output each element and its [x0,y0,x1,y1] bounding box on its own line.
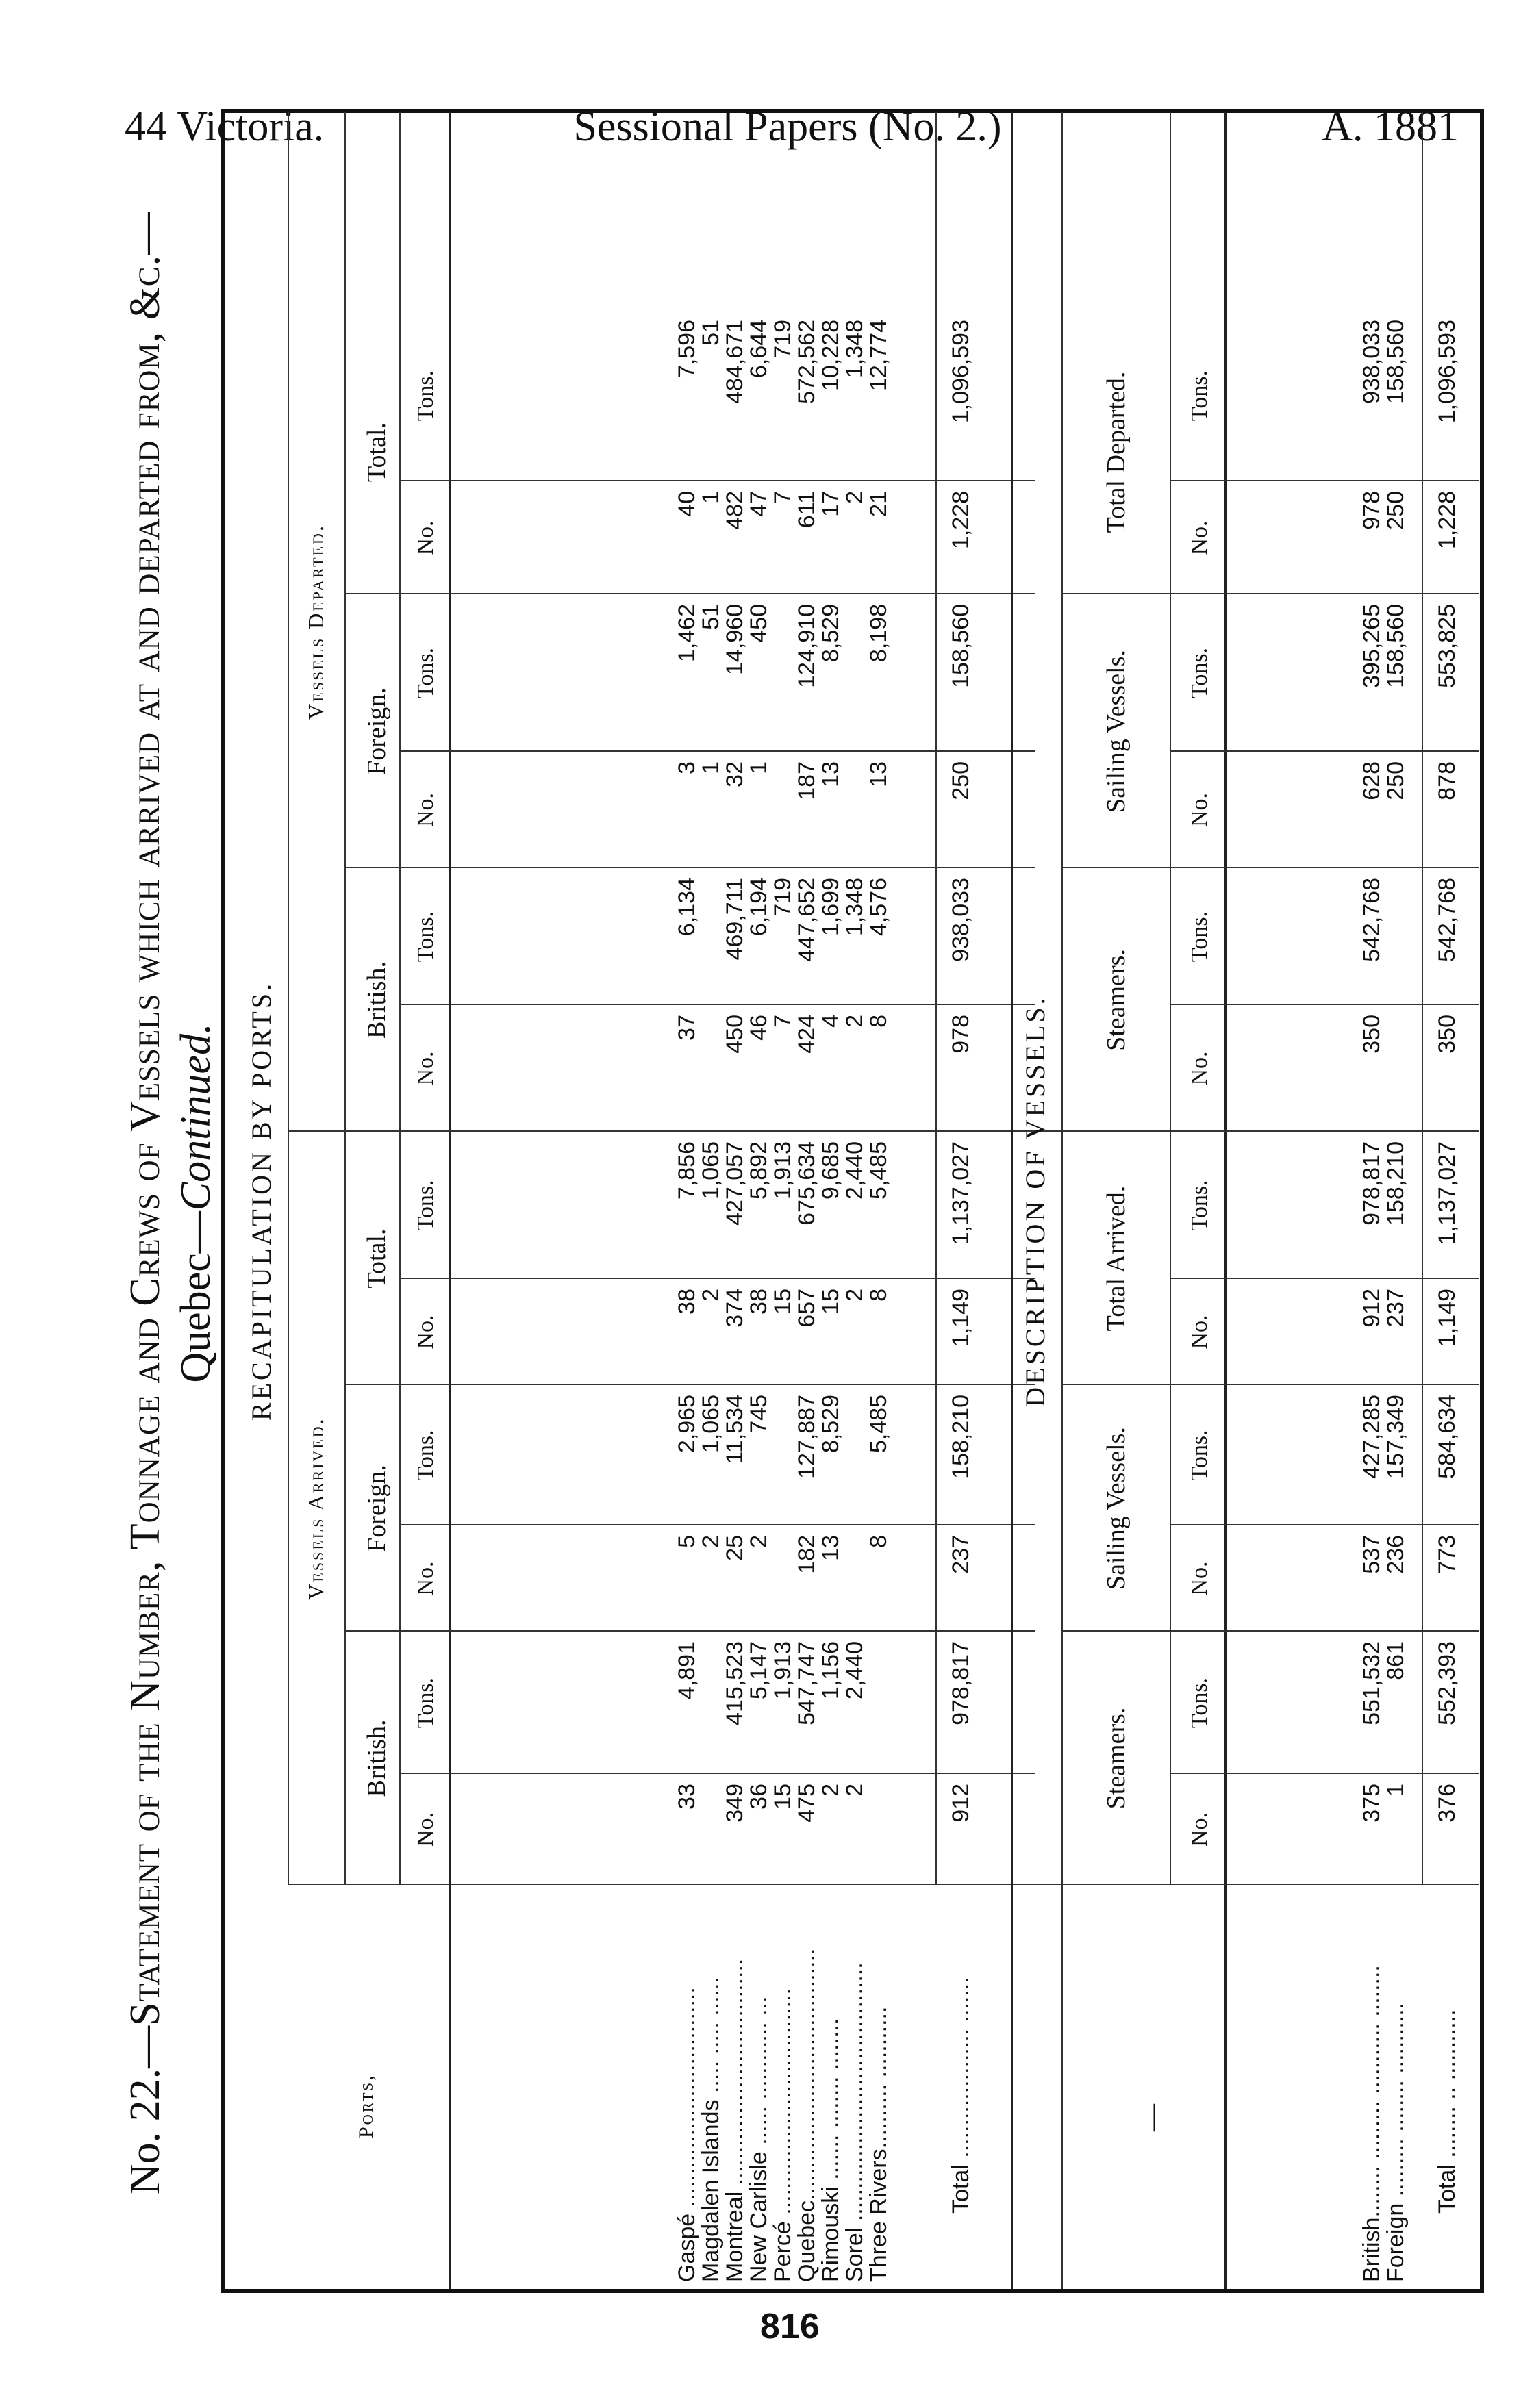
desc-cell: 237 [1383,1289,1409,1328]
ports-label: Ports, [355,2073,377,2138]
desc-total-label: Total ........ .. ........... [1434,2009,1460,2214]
cell: 611 [794,491,820,529]
desc-cell: 542,768 [1359,878,1385,962]
desc-cell: 250 [1383,761,1409,800]
header-left: 44 Victoria. [125,103,325,150]
cell: 1,065 [698,1395,724,1454]
desc-group-1: Sailing Vessels. [1102,1427,1131,1590]
port-label: Montreal ................................... [722,1958,748,2282]
desc-no-header: No. [1187,1315,1212,1349]
desc-cell: 350 [1359,1015,1385,1054]
header-right: A. 1881 [1322,103,1459,150]
desc-row-label: Foreign ......... ........ ........... [1383,2002,1409,2282]
cell: 25 [722,1535,748,1561]
cell: 1 [746,761,772,774]
total-cell: 250 [948,761,974,800]
port-label: New Carlisle ...... ............ ... [746,1996,772,2282]
cell: 15 [818,1289,844,1315]
cell: 1,699 [818,878,844,937]
desc-cell: 1 [1383,1784,1409,1797]
cell: 8 [866,1535,892,1548]
cell: 124,910 [794,604,820,688]
cell: 1,462 [674,604,700,663]
recap-group-3: British. [362,961,391,1039]
cell: 675,634 [794,1141,820,1226]
recap-group-1: Foreign. [362,1465,391,1552]
cell: 8,198 [866,604,892,663]
cell: 7 [770,491,796,504]
page-number: 816 [760,2307,820,2346]
desc-cell: 978,817 [1359,1141,1385,1226]
header-center: Sessional Papers (No. 2.) [573,103,1002,150]
total-cell: 978 [948,1015,974,1054]
cell: 2,965 [674,1395,700,1454]
no-header: No. [413,520,438,555]
desc-cell: 861 [1383,1641,1409,1680]
cell: 484,671 [722,320,748,404]
desc-cell: 158,560 [1383,604,1409,688]
cell: 1 [698,761,724,774]
cell: 36 [746,1784,772,1810]
desc-total-cell: 553,825 [1434,604,1460,688]
cell: 6,194 [746,878,772,937]
cell: 5,485 [866,1141,892,1200]
cell: 13 [866,761,892,787]
desc-cell: 551,532 [1359,1641,1385,1725]
total-cell: 1,096,593 [948,320,974,424]
cell: 8 [866,1289,892,1302]
tons-header: Tons. [413,911,438,963]
desc-cell: 427,285 [1359,1395,1385,1479]
total-cell: 938,033 [948,878,974,962]
desc-cell: 628 [1359,761,1385,800]
cell: 7 [770,1015,796,1028]
cell: 47 [746,491,772,517]
port-label: Three Rivers.......... ........... [866,2006,892,2282]
cell: 37 [674,1015,700,1041]
total-cell: 158,560 [948,604,974,688]
desc-cell: 157,349 [1383,1395,1409,1479]
cell: 17 [818,491,844,517]
desc-group-0: Steamers. [1102,1707,1131,1810]
cell: 1,065 [698,1141,724,1200]
desc-tons-header: Tons. [1187,911,1212,963]
port-label: Gaspé .................................. [674,1987,700,2282]
cell: 2 [746,1535,772,1548]
cell: 4,576 [866,878,892,937]
total-cell: 978,817 [948,1641,974,1725]
cell: 1,156 [818,1641,844,1700]
cell: 8,529 [818,604,844,663]
cell: 2 [698,1289,724,1302]
recap-group-4: Foreign. [362,687,391,775]
cell: 9,685 [818,1141,844,1200]
cell: 38 [674,1289,700,1315]
cell: 719 [770,320,796,359]
cell: 482 [722,491,748,530]
cell: 32 [722,761,748,787]
desc-total-cell: 350 [1434,1015,1460,1054]
tons-header: Tons. [413,1677,438,1729]
cell: 657 [794,1289,820,1328]
recap-heading: RECAPITULATION BY PORTS. [246,980,277,1421]
desc-no-header: No. [1187,1561,1212,1596]
cell: 46 [746,1015,772,1041]
desc-tons-header: Tons. [1187,1430,1212,1481]
desc-group-3: Steamers. [1102,949,1131,1051]
total-cell: 237 [948,1535,974,1574]
cell: 13 [818,761,844,787]
desc-cell: 375 [1359,1784,1385,1823]
desc-no-header: No. [1187,1051,1212,1086]
cell: 1,348 [842,320,868,379]
tons-header: Tons. [413,1180,438,1231]
desc-total-cell: 542,768 [1434,878,1460,962]
cell: 7,596 [674,320,700,379]
total-label: Total .................... ....... [948,1977,974,2214]
no-header: No. [413,1315,438,1349]
cell: 415,523 [722,1641,748,1725]
cell: 5,892 [746,1141,772,1200]
desc-cell: 978 [1359,491,1385,530]
total-cell: 1,228 [948,491,974,550]
cell: 424 [794,1015,820,1054]
cell: 1,913 [770,1141,796,1200]
cell: 2 [842,491,868,504]
desc-total-cell: 1,096,593 [1434,320,1460,424]
cell: 40 [674,491,700,517]
port-label: Percé ................................... [770,1988,796,2282]
desc-tons-header: Tons. [1187,370,1212,422]
tons-header: Tons. [413,370,438,422]
cell: 3 [674,761,700,774]
cell: 450 [746,604,772,643]
no-header: No. [413,792,438,828]
cell: 1,913 [770,1641,796,1700]
cell: 38 [746,1289,772,1315]
desc-total-cell: 376 [1434,1784,1460,1823]
port-label: Magdalen Islands ..... ..... ...... [698,1977,724,2282]
cell: 2 [842,1015,868,1028]
cell: 12,774 [866,320,892,391]
cell: 11,534 [722,1395,748,1465]
desc-cell: 158,210 [1383,1141,1409,1226]
cell: 6,134 [674,878,700,937]
desc-row-label: British........ ......... ........... ........ [1359,1965,1385,2282]
cell: 427,057 [722,1141,748,1226]
desc-cell: 395,265 [1359,604,1385,688]
cell: 745 [746,1395,772,1434]
cell: 2,440 [842,1641,868,1700]
title-line2-prefix: Quebec— [173,1211,219,1383]
cell: 719 [770,878,796,917]
desc-no-header: No. [1187,520,1212,555]
cell: 182 [794,1535,820,1574]
no-header: No. [413,1051,438,1086]
desc-no-header: No. [1187,792,1212,828]
no-header: No. [413,1812,438,1847]
cell: 2 [842,1289,868,1302]
departed-label: Vessels Departed. [303,524,328,720]
cell: 13 [818,1535,844,1561]
cell: 1,348 [842,878,868,937]
cell: 8,529 [818,1395,844,1454]
desc-total-cell: 1,228 [1434,491,1460,550]
table-frame [221,109,1484,2293]
cell: 33 [674,1784,700,1810]
cell: 10,228 [818,320,844,391]
cell: 15 [770,1784,796,1810]
desc-cell: 250 [1383,491,1409,530]
cell: 4 [818,1015,844,1028]
port-label: Rimouski ....... ........ ........ [818,2018,844,2282]
desc-group-5: Total Departed. [1102,371,1131,533]
cell: 5,147 [746,1641,772,1700]
desc-no-header: No. [1187,1812,1212,1847]
cell: 7,856 [674,1141,700,1200]
desc-group-2: Total Arrived. [1102,1185,1131,1332]
no-header: No. [413,1561,438,1596]
cell: 6,644 [746,320,772,379]
recap-group-5: Total. [362,422,391,483]
cell: 5 [674,1535,700,1548]
desc-heading: DESCRIPTION OF VESSELS. [1020,995,1051,1407]
cell: 51 [698,320,724,346]
cell: 1 [698,491,724,504]
arrived-label: Vessels Arrived. [303,1417,328,1600]
cell: 21 [866,491,892,517]
desc-tons-header: Tons. [1187,1677,1212,1729]
cell: 2 [818,1784,844,1797]
cell: 127,887 [794,1395,820,1479]
port-label: Quebec....................................... [794,1948,820,2282]
title-number: No. 22.— [122,2025,168,2195]
desc-tons-header: Tons. [1187,647,1212,699]
cell: 2 [842,1784,868,1797]
cell: 5,485 [866,1395,892,1454]
cell: 447,652 [794,878,820,962]
desc-dash: — [1136,2104,1167,2131]
total-cell: 912 [948,1784,974,1823]
cell: 14,960 [722,604,748,675]
cell: 469,711 [722,878,748,961]
desc-cell: 912 [1359,1289,1385,1328]
total-cell: 1,137,027 [948,1141,974,1245]
statement-title [120,142,221,2264]
cell: 547,747 [794,1641,820,1725]
recap-group-0: British. [362,1719,391,1797]
desc-total-cell: 878 [1434,761,1460,800]
desc-total-cell: 584,634 [1434,1395,1460,1479]
recap-group-2: Total. [362,1228,391,1289]
desc-cell: 158,560 [1383,320,1409,404]
desc-tons-header: Tons. [1187,1180,1212,1231]
cell: 374 [722,1289,748,1328]
cell: 15 [770,1289,796,1315]
desc-total-cell: 1,149 [1434,1289,1460,1347]
desc-cell: 236 [1383,1535,1409,1574]
cell: 2 [698,1535,724,1548]
cell: 572,562 [794,320,820,404]
desc-cell: 537 [1359,1535,1385,1574]
title-line2-italic: Continued. [173,1023,219,1211]
cell: 4,891 [674,1641,700,1700]
desc-group-4: Sailing Vessels. [1102,650,1131,813]
cell: 2,440 [842,1141,868,1200]
total-cell: 158,210 [948,1395,974,1479]
title-main: Statement of the Number, Tonnage and Crews of Vessels which arrived at and departed from, &c.— [122,211,168,2026]
total-cell: 1,149 [948,1289,974,1347]
port-label: Sorel ........................................ [842,1962,868,2282]
cell: 450 [722,1015,748,1054]
cell: 349 [722,1784,748,1823]
desc-total-cell: 773 [1434,1535,1460,1574]
tons-header: Tons. [413,1430,438,1481]
cell: 8 [866,1015,892,1028]
desc-total-cell: 552,393 [1434,1641,1460,1725]
cell: 475 [794,1784,820,1823]
desc-total-cell: 1,137,027 [1434,1141,1460,1245]
tons-header: Tons. [413,647,438,699]
desc-cell: 938,033 [1359,320,1385,404]
cell: 187 [794,761,820,800]
cell: 51 [698,604,724,630]
